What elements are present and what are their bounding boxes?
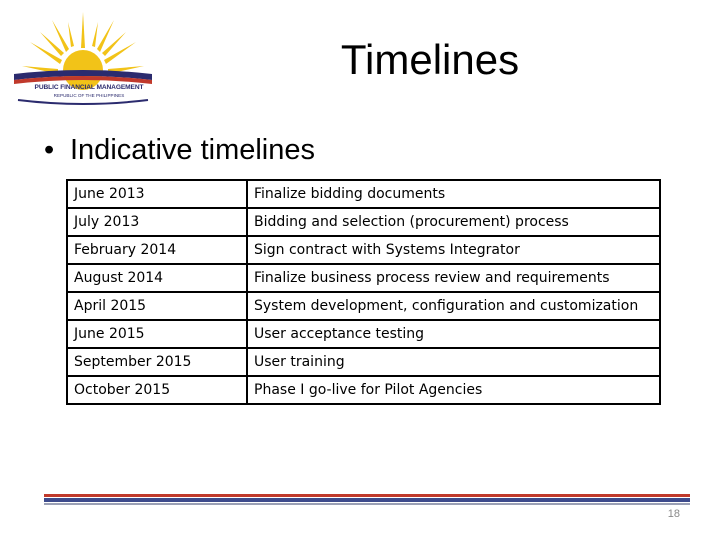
- bullet-icon: •: [44, 134, 55, 166]
- table-row: [67, 348, 660, 376]
- date-cell: September 2015: [67, 348, 247, 376]
- bullet-item: [44, 130, 315, 170]
- logo-text: [20, 83, 158, 103]
- table-row: [67, 208, 660, 236]
- table-row: [67, 180, 660, 208]
- date-cell: June 2015: [67, 320, 247, 348]
- pfm-logo: [8, 8, 158, 108]
- activity-cell: Finalize bidding documents: [247, 180, 660, 208]
- footer-line-gray: [44, 503, 690, 505]
- date-cell: June 2013: [67, 180, 247, 208]
- activity-cell: Phase I go-live for Pilot Agencies: [247, 376, 660, 404]
- footer-line-red: [44, 494, 690, 497]
- table-row: [67, 320, 660, 348]
- activity-cell: User training: [247, 348, 660, 376]
- bullet-text: Indicative timelines: [70, 134, 315, 166]
- date-cell: April 2015: [67, 292, 247, 320]
- logo-org-subtitle: REPUBLIC OF THE PHILIPPINES: [53, 93, 125, 98]
- date-cell: October 2015: [67, 376, 247, 404]
- page-number: 18: [667, 508, 680, 520]
- date-cell: July 2013: [67, 208, 247, 236]
- logo-org-name: PUBLIC FINANCIAL MANAGEMENT: [34, 84, 144, 91]
- table-row: [67, 264, 660, 292]
- footer-divider: [44, 494, 690, 506]
- date-cell: February 2014: [67, 236, 247, 264]
- footer-line-blue: [44, 498, 690, 502]
- activity-cell: Sign contract with Systems Integrator: [247, 236, 660, 264]
- activity-cell: Finalize business process review and requirements: [247, 264, 660, 292]
- timeline-table: [66, 179, 661, 405]
- table-row: [67, 236, 660, 264]
- date-cell: August 2014: [67, 264, 247, 292]
- table-row: [67, 292, 660, 320]
- slide-title: Timelines: [340, 36, 520, 83]
- activity-cell: Bidding and selection (procurement) process: [247, 208, 660, 236]
- activity-cell: User acceptance testing: [247, 320, 660, 348]
- table-row: [67, 376, 660, 404]
- activity-cell: System development, configuration and customization: [247, 292, 660, 320]
